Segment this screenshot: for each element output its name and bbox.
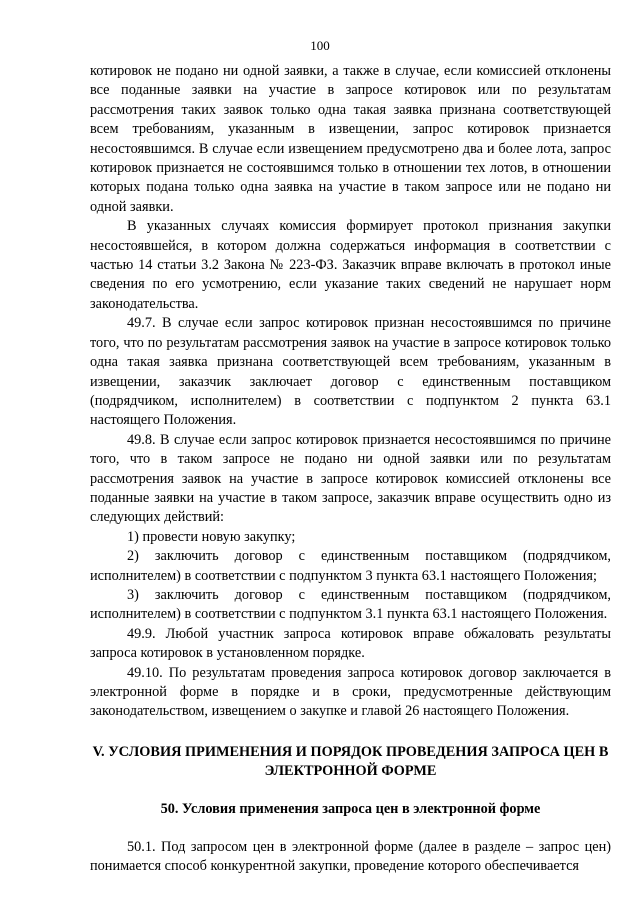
subsection-title: 50. Условия применения запроса цен в электронной форме — [160, 800, 541, 817]
paragraph-protocol: В указанных случаях комиссия формирует протокол признания закупки несостоявшейся, в котором должна содержаться информация в соответствии с частью 14 статьи 3.2 Закона № 223-ФЗ. Заказчик вправе включать в протокол иные сведения по его усмотрению, если указание таких сведений не нарушает норм законодательства. — [90, 218, 611, 312]
page-number: 100 — [310, 38, 330, 53]
paragraph-49-9: 49.9. Любой участник запроса котировок вправе обжаловать результаты запроса котировок в установленном порядке. — [90, 625, 611, 662]
paragraph-49-10: 49.10. По результатам проведения запроса котировок договор заключается в электронной форме в порядке и в сроки, предусмотренные действующим законодательством, извещением о закупке и главой 26 настоящего Положения. — [90, 664, 611, 720]
paragraph-50-1: 50.1. Под запросом цен в электронной форме (далее в разделе – запрос цен) понимается способ конкурентной закупки, проведение которого обеспечивается — [90, 838, 611, 875]
list-item-2: 2) заключить договор с единственным поставщиком (подрядчиком, исполнителем) в соответствии с подпунктом 3 пункта 63.1 настоящего Положения; — [90, 548, 611, 584]
list-item-1: 1) провести новую закупку; — [127, 528, 296, 545]
section-title: V. УСЛОВИЯ ПРИМЕНЕНИЯ И ПОРЯДОК ПРОВЕДЕНИЯ ЗАПРОСА ЦЕН В ЭЛЕКТРОННОЙ ФОРМЕ — [92, 743, 609, 779]
paragraph-49-8: 49.8. В случае если запрос котировок признается несостоявшимся по причине того, что в таком запросе не подано ни одной заявки или по результатам рассмотрения заявок на участие в запросе котировок комиссией отклонены все поданные заявки на участие в таком запросе, заказчик вправе осуществить одно из следующих действий: — [90, 431, 611, 526]
paragraph-continuation: котировок не подано ни одной заявки, а также в случае, если комиссией отклонены все поданные заявки на участие в запросе котировок или по результатам рассмотрения таких заявок только одна такая заявка признана соответствующей всем требованиям, указанным в извещении, запрос котировок признается несостоявшимся. В случае если извещением предусмотрено два и более лота, запрос котировок признается не состоявшимся только в отношении тех лотов, в отношении которых подана только одна заявка на участие в таком запросе или не подано ни одной заявки. — [90, 63, 611, 215]
list-item-3: 3) заключить договор с единственным поставщиком (подрядчиком, исполнителем) в соответствии с подпунктом 3.1 пункта 63.1 настоящего Положения. — [90, 586, 611, 623]
paragraph-49-7: 49.7. В случае если запрос котировок признан несостоявшимся по причине того, что по результатам рассмотрения заявок на участие в запросе котировок только одна такая заявка признана соответствующей всем требованиям, указанным в извещении, заказчик заключает договор с единственным поставщиком (подрядчиком, исполнителем) в соответствии с подпунктом 2 пункта 63.1 настоящего Положения. — [90, 315, 611, 429]
document-body — [90, 62, 611, 877]
